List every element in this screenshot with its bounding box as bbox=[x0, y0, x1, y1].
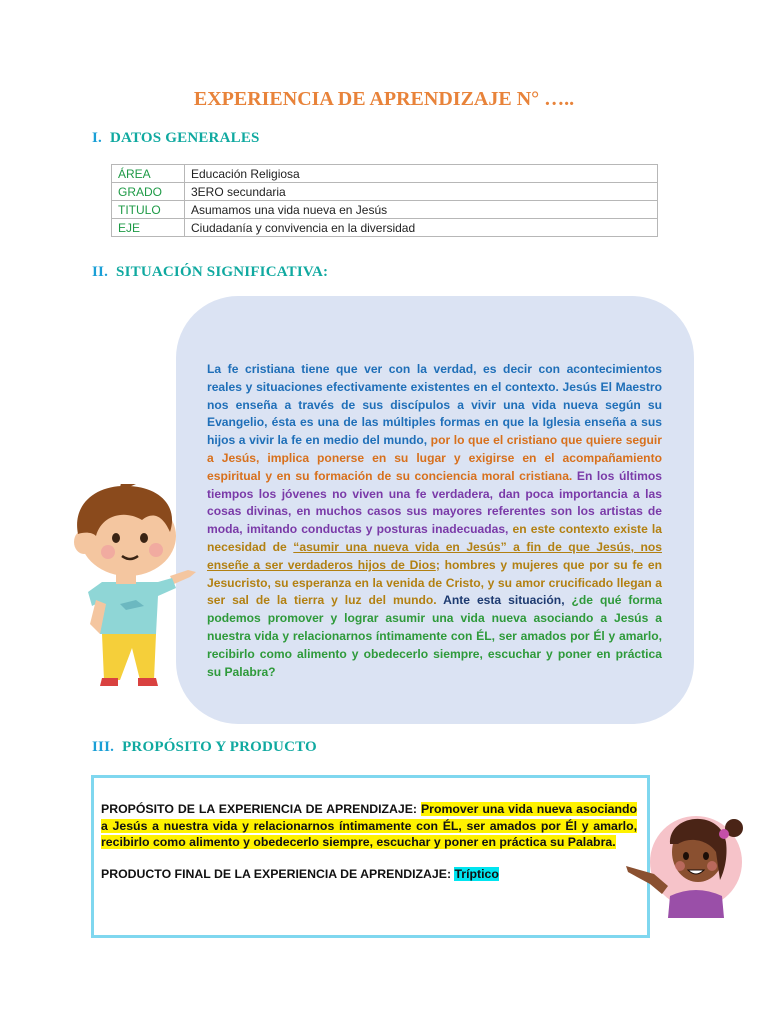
table-label: ÁREA bbox=[112, 165, 185, 183]
section-heading-proposito bbox=[92, 739, 317, 756]
situacion-text: por lo que el cristiano que quiere seguir a Jesús, implica ponerse en su lugar y exigirse en el acompañamiento espiritual y en su formación de su conciencia moral cristiana. bbox=[207, 433, 662, 483]
boy-illustration bbox=[66, 484, 201, 689]
datos-generales-table bbox=[111, 164, 658, 237]
table-label: TITULO bbox=[112, 201, 185, 219]
producto-paragraph bbox=[101, 866, 637, 883]
section-number: III. bbox=[92, 739, 115, 755]
table-label: EJE bbox=[112, 219, 185, 237]
section-heading-datos bbox=[92, 130, 260, 147]
table-value: Ciudadanía y convivencia en la diversidad bbox=[185, 219, 658, 237]
proposito-paragraph bbox=[101, 801, 637, 851]
section-label: PROPÓSITO Y PRODUCTO bbox=[122, 739, 317, 755]
table-row bbox=[112, 201, 658, 219]
section-number: II. bbox=[92, 264, 109, 280]
situacion-paragraph bbox=[207, 361, 662, 681]
section-heading-situacion bbox=[92, 264, 328, 281]
proposito-box bbox=[91, 775, 650, 938]
table-row bbox=[112, 183, 658, 201]
table-row bbox=[112, 219, 658, 237]
situacion-text: en este contexto existe la necesidad de bbox=[207, 522, 662, 554]
table-value: Educación Religiosa bbox=[185, 165, 658, 183]
section-label: SITUACIÓN SIGNIFICATIVA: bbox=[116, 264, 329, 280]
table-row bbox=[112, 165, 658, 183]
table-value: Asumamos una vida nueva en Jesús bbox=[185, 201, 658, 219]
girl-illustration bbox=[624, 800, 749, 922]
situacion-text-underlined: “asumir una nueva vida en Jesús” a fin de que Jesús, nos enseñe a ser verdaderos hijos de Dios bbox=[207, 539, 662, 572]
proposito-label: PROPÓSITO DE LA EXPERIENCIA DE APRENDIZAJE: bbox=[101, 802, 418, 816]
situacion-question: ¿de qué forma podemos promover y lograr asumir una vida nueva asociando a Jesús a nuestra vida y relacionarnos íntimamente con ÉL, ser amados por Él y amarlo, recibirlo como alimento y obedecerlo siempre, escuchar y poner en práctica su Palabra? bbox=[207, 593, 662, 679]
situacion-text: ; hombres y mujeres que por su fe en Jesucristo, su esperanza en la venida de Cristo, y su amor crucificado llegan a ser sal de la tierra y luz del mundo. bbox=[207, 557, 662, 608]
situacion-text: La fe cristiana tiene que ver con la verdad, es decir con acontecimientos reales y situaciones efectivamente existentes en el contexto. Jesús El Maestro nos enseña a través de sus discípulos a vivir una vida nueva según su Evangelio, ésta es una de las múltiples formas en que la Iglesia enseña a sus hijos a vivir la fe en medio del mundo, bbox=[207, 362, 662, 448]
table-value: 3ERO secundaria bbox=[185, 183, 658, 201]
page-title: EXPERIENCIA DE APRENDIZAJE N° ….. bbox=[193, 88, 575, 110]
situacion-text: En los últimos tiempos los jóvenes no viven una fe verdadera, dan poca importancia a las cosas divinas, en muchos casos sus mayores referentes son los artistas de moda, imitando conductas y posturas inadecuadas, bbox=[207, 468, 663, 537]
proposito-text: Promover una vida nueva asociando a Jesús a nuestra vida y relacionarnos íntimamente con ÉL, ser amados por Él y amarlo, recibirlo como alimento y obedecerlo siempre, escuchar y poner en práctica su Palabra. bbox=[101, 802, 637, 849]
table-label: GRADO bbox=[112, 183, 185, 201]
situacion-text: Ante esta situación, bbox=[436, 593, 565, 608]
producto-label: PRODUCTO FINAL DE LA EXPERIENCIA DE APRENDIZAJE: bbox=[101, 867, 452, 881]
section-label: DATOS GENERALES bbox=[110, 130, 260, 146]
producto-value: Tríptico bbox=[454, 867, 499, 881]
section-number: I. bbox=[92, 130, 102, 146]
